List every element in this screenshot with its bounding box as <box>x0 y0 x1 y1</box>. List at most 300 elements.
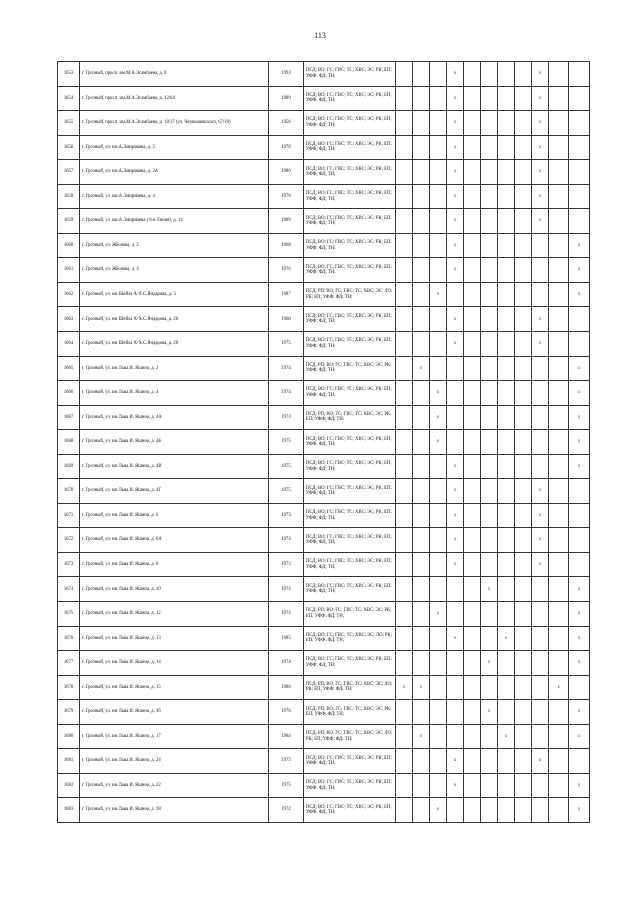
row-number: 1665 <box>58 356 80 381</box>
mark-cell <box>549 135 569 160</box>
mark-cell: x <box>532 479 549 504</box>
mark-cell <box>549 258 569 283</box>
mark-cell: x <box>447 773 464 798</box>
mark-cell <box>396 773 413 798</box>
mark-cell <box>464 552 481 577</box>
mark-cell <box>498 184 515 209</box>
mark-cell <box>498 356 515 381</box>
mark-cell: x <box>430 798 447 823</box>
mark-cell <box>396 430 413 455</box>
mark-cell <box>515 381 532 406</box>
mark-cell <box>515 577 532 602</box>
mark-cell <box>430 724 447 749</box>
mark-cell <box>498 405 515 430</box>
building-systems: ПСД; РП; ВО; ГС; ГВС; ТС; ХВС; ЭС; РК; УФФ; ФД; ТН; <box>304 356 396 381</box>
mark-cell <box>549 626 569 651</box>
row-number: 1666 <box>58 381 80 406</box>
mark-cell: x <box>396 675 413 700</box>
building-systems: ПСД; ВО; ГС; ГВС; ТС; ХВС; ЭС; РК; ЕП; УФФ; ФД; ТН; <box>304 528 396 553</box>
mark-cell <box>481 184 498 209</box>
mark-cell <box>396 111 413 136</box>
mark-cell <box>413 209 430 234</box>
mark-cell <box>447 651 464 676</box>
building-systems: ПСД; РП; ВО; ГС; ГВС; ТС; ХВС; ЭС; РК; ЕП; УФФ; ФД; ТН; <box>304 405 396 430</box>
mark-cell <box>413 773 430 798</box>
mark-cell <box>430 258 447 283</box>
mark-cell <box>396 135 413 160</box>
construction-year: 1975 <box>269 430 304 455</box>
mark-cell <box>430 528 447 553</box>
building-address: г. Грозный, ул. им Льва И. Яшина, д. 6А <box>80 528 269 553</box>
building-address: г. Грозный, ул. им Льва И. Яшина, д. 4 <box>80 381 269 406</box>
building-address: г. Грозный, ул. им Льва И. Яшина, д. 16 <box>80 700 269 725</box>
row-number: 1676 <box>58 626 80 651</box>
building-systems: ПСД; ВО; ГС; ГВС; ТС; ХВС; ЭС; ЛО; РК; ЕП; УФФ; ФД; ТН; <box>304 626 396 651</box>
mark-cell <box>413 258 430 283</box>
building-address: г. Грозный, ул. им.А.Эмирмаева, д. 4 <box>80 184 269 209</box>
mark-cell: x <box>532 749 549 774</box>
mark-cell <box>413 626 430 651</box>
mark-cell <box>498 798 515 823</box>
building-systems: ПСД; ВО; ГС; ГВС; ТС; ХВС; ЭС; РК; ЕП; УФФ; ФД; ТН; <box>304 86 396 111</box>
building-address: г. Грозный, ул. Жбочева, д. 2 <box>80 233 269 258</box>
mark-cell: x <box>447 258 464 283</box>
mark-cell <box>447 798 464 823</box>
table-body <box>58 62 590 823</box>
building-systems: ПСД; ВО; ГС; ГВС; ТС; ХВС; ЭС; РК; ЕП; УФФ; ФД; ТН; <box>304 773 396 798</box>
construction-year: 1975 <box>269 332 304 357</box>
table-row <box>58 332 590 357</box>
mark-cell <box>481 454 498 479</box>
mark-cell: x <box>532 209 549 234</box>
construction-year: 1974 <box>269 356 304 381</box>
mark-cell <box>447 430 464 455</box>
mark-cell <box>464 430 481 455</box>
row-number: 1681 <box>58 749 80 774</box>
mark-cell <box>549 602 569 627</box>
mark-cell <box>481 356 498 381</box>
mark-cell <box>396 626 413 651</box>
mark-cell <box>549 160 569 185</box>
mark-cell <box>549 209 569 234</box>
mark-cell <box>569 479 590 504</box>
mark-cell <box>549 430 569 455</box>
mark-cell <box>532 282 549 307</box>
building-systems: ПСД; ВО; ГС; ГВС; ТС; ХВС; ЭС; РК; ЕП; УФФ; ФД; ТН; <box>304 430 396 455</box>
mark-cell <box>569 528 590 553</box>
mark-cell <box>549 184 569 209</box>
mark-cell <box>481 773 498 798</box>
table-row <box>58 528 590 553</box>
mark-cell <box>498 381 515 406</box>
construction-year: 1973 <box>269 503 304 528</box>
construction-year: 1976 <box>269 258 304 283</box>
building-systems: ПСД; РП; ВО; ГС; ГВС; ТС; ХВС; ЭС; ЛО; РК; ЕП; УФФ; ФД; ТН; <box>304 675 396 700</box>
construction-year: 1974 <box>269 602 304 627</box>
mark-cell: x <box>549 675 569 700</box>
row-number: 1667 <box>58 405 80 430</box>
mark-cell <box>430 749 447 774</box>
table-row <box>58 62 590 87</box>
mark-cell <box>464 62 481 87</box>
mark-cell <box>498 577 515 602</box>
row-number: 1677 <box>58 651 80 676</box>
mark-cell <box>464 258 481 283</box>
table-row <box>58 405 590 430</box>
table-row <box>58 381 590 406</box>
row-number: 1669 <box>58 454 80 479</box>
building-address: г. Грозный, просп. им.М.А.Эсамбаева, д. 12/64 <box>80 86 269 111</box>
construction-year: 1968 <box>269 233 304 258</box>
construction-year: 1987 <box>269 282 304 307</box>
mark-cell: x <box>532 184 549 209</box>
construction-year: 1975 <box>269 479 304 504</box>
mark-cell <box>515 111 532 136</box>
mark-cell <box>498 62 515 87</box>
mark-cell <box>413 798 430 823</box>
table-row <box>58 184 590 209</box>
mark-cell: x <box>447 233 464 258</box>
mark-cell <box>396 86 413 111</box>
table-row <box>58 798 590 823</box>
mark-cell: x <box>447 209 464 234</box>
mark-cell: x <box>532 135 549 160</box>
mark-cell: x <box>569 356 590 381</box>
construction-year: 1974 <box>269 577 304 602</box>
table-row <box>58 602 590 627</box>
table-row <box>58 86 590 111</box>
mark-cell <box>549 528 569 553</box>
construction-year: 1986 <box>269 675 304 700</box>
mark-cell <box>413 528 430 553</box>
mark-cell <box>464 135 481 160</box>
construction-year: 1974 <box>269 528 304 553</box>
mark-cell <box>549 332 569 357</box>
mark-cell <box>430 86 447 111</box>
mark-cell <box>498 86 515 111</box>
construction-year: 1974 <box>269 651 304 676</box>
mark-cell: x <box>532 332 549 357</box>
mark-cell <box>569 332 590 357</box>
mark-cell <box>569 184 590 209</box>
construction-year: 1985 <box>269 626 304 651</box>
mark-cell: x <box>532 503 549 528</box>
mark-cell <box>549 700 569 725</box>
mark-cell <box>515 651 532 676</box>
mark-cell <box>413 479 430 504</box>
mark-cell <box>413 700 430 725</box>
mark-cell: x <box>447 454 464 479</box>
construction-year: 1973 <box>269 749 304 774</box>
construction-year: 1960 <box>269 307 304 332</box>
mark-cell <box>481 479 498 504</box>
mark-cell <box>515 307 532 332</box>
mark-cell: x <box>447 307 464 332</box>
building-systems: ПСД; ВО; ГС; ГВС; ТС; ХВС; ЭС; РК; ЕП; УФФ; ФД; ТН; <box>304 577 396 602</box>
mark-cell: x <box>498 626 515 651</box>
mark-cell <box>569 160 590 185</box>
building-systems: ПСД; ВО; ГС; ГВС; ТС; ХВС; ЭС; РК; ЕП; УФФ; ФД; ТН; <box>304 332 396 357</box>
mark-cell <box>498 307 515 332</box>
mark-cell <box>396 307 413 332</box>
building-address: г. Грозный, ул. им Льва И. Яшина, д. 13 <box>80 626 269 651</box>
table-row <box>58 479 590 504</box>
building-address: г. Грозный, просп. им.М.А.Эсамбаева, д. 18/37 (ул. Чернышевского, 67/18) <box>80 111 269 136</box>
mark-cell <box>430 111 447 136</box>
mark-cell <box>464 528 481 553</box>
mark-cell: x <box>532 552 549 577</box>
building-systems: ПСД; ВО; ГС; ГВС; ТС; ХВС; ЭС; РК; ЕП; УФФ; ФД; ТН; <box>304 552 396 577</box>
row-number: 1659 <box>58 209 80 234</box>
building-systems: ПСД; ВО; ГС; ГВС; ТС; ХВС; ЭС; РК; ЕП; УФФ; ФД; ТН; <box>304 651 396 676</box>
row-number: 1680 <box>58 724 80 749</box>
mark-cell <box>498 479 515 504</box>
mark-cell <box>532 700 549 725</box>
building-systems: ПСД; ВО; ГС; ГВС; ТС; ХВС; ЭС; РК; ЕП; УФФ; ФД; ТН; <box>304 184 396 209</box>
mark-cell: x <box>569 724 590 749</box>
mark-cell <box>481 503 498 528</box>
construction-year: 1974 <box>269 381 304 406</box>
building-address: г. Грозный, ул. им Шейха А-Х.С.Яндарова, д. 28 <box>80 332 269 357</box>
mark-cell <box>515 258 532 283</box>
mark-cell <box>569 307 590 332</box>
table-row <box>58 233 590 258</box>
mark-cell <box>464 86 481 111</box>
construction-year: 1984 <box>269 724 304 749</box>
mark-cell <box>481 209 498 234</box>
table-row <box>58 675 590 700</box>
mark-cell <box>549 798 569 823</box>
table-row <box>58 135 590 160</box>
mark-cell <box>498 773 515 798</box>
mark-cell <box>515 479 532 504</box>
row-number: 1678 <box>58 675 80 700</box>
table-row <box>58 307 590 332</box>
mark-cell <box>498 430 515 455</box>
mark-cell: x <box>447 749 464 774</box>
mark-cell <box>396 62 413 87</box>
mark-cell <box>464 184 481 209</box>
mark-cell <box>481 135 498 160</box>
mark-cell <box>464 307 481 332</box>
mark-cell <box>447 724 464 749</box>
mark-cell <box>532 798 549 823</box>
mark-cell <box>498 111 515 136</box>
mark-cell: x <box>532 111 549 136</box>
table-row <box>58 626 590 651</box>
mark-cell <box>532 381 549 406</box>
construction-year: 1973 <box>269 405 304 430</box>
mark-cell <box>447 282 464 307</box>
building-systems: ПСД; ВО; ГС; ГВС; ТС; ХВС; ЭС; РК; ЕП; УФФ; ФД; ТН; <box>304 798 396 823</box>
mark-cell <box>413 307 430 332</box>
mark-cell: x <box>481 577 498 602</box>
mark-cell <box>569 135 590 160</box>
building-address: г. Грозный, ул. им Льва И. Яшина, д. 4Б <box>80 430 269 455</box>
row-number: 1664 <box>58 332 80 357</box>
building-address: г. Грозный, ул. им Льва И. Яшина, д. 12 <box>80 602 269 627</box>
mark-cell: x <box>532 86 549 111</box>
mark-cell <box>515 209 532 234</box>
row-number: 1670 <box>58 479 80 504</box>
mark-cell <box>430 62 447 87</box>
mark-cell <box>515 602 532 627</box>
row-number: 1682 <box>58 773 80 798</box>
building-address: г. Грозный, ул. им Льва И. Яшина, д. 28 <box>80 798 269 823</box>
mark-cell <box>515 528 532 553</box>
mark-cell <box>413 503 430 528</box>
mark-cell <box>396 724 413 749</box>
mark-cell <box>396 602 413 627</box>
building-address: г. Грозный, ул. Жбочева, д. 4 <box>80 258 269 283</box>
row-number: 1668 <box>58 430 80 455</box>
mark-cell: x <box>447 111 464 136</box>
building-systems: ПСД; ВО; ГС; ГВС; ТС; ХВС; ЭС; РК; ЕП; УФФ; ФД; ТН; <box>304 160 396 185</box>
building-systems: ПСД; РП; ВО; ГС; ГВС; ТС; ХВС; ЭС; ЛО; РК; ЕП; УФФ; ФД; ТН; <box>304 724 396 749</box>
mark-cell <box>569 552 590 577</box>
mark-cell: x <box>447 86 464 111</box>
mark-cell <box>430 773 447 798</box>
mark-cell <box>515 749 532 774</box>
mark-cell: x <box>430 602 447 627</box>
mark-cell <box>515 160 532 185</box>
building-systems: ПСД; ВО; ГС; ГВС; ТС; ХВС; ЭС; РК; ЕП; УФФ; ФД; ТН; <box>304 258 396 283</box>
mark-cell <box>549 577 569 602</box>
mark-cell <box>481 675 498 700</box>
row-number: 1662 <box>58 282 80 307</box>
mark-cell <box>464 602 481 627</box>
row-number: 1672 <box>58 528 80 553</box>
mark-cell <box>464 111 481 136</box>
mark-cell <box>413 405 430 430</box>
row-number: 1660 <box>58 233 80 258</box>
mark-cell <box>515 503 532 528</box>
mark-cell: x <box>447 528 464 553</box>
building-systems: ПСД; ВО; ГС; ГВС; ТС; ХВС; ЭС; РК; ЕП; УФФ; ФД; ТН; <box>304 307 396 332</box>
mark-cell <box>430 184 447 209</box>
mark-cell <box>396 528 413 553</box>
mark-cell <box>515 430 532 455</box>
mark-cell <box>430 626 447 651</box>
mark-cell <box>447 577 464 602</box>
mark-cell <box>532 405 549 430</box>
mark-cell <box>464 700 481 725</box>
building-address: г. Грозный, ул. им Льва И. Яшина, д. 17 <box>80 724 269 749</box>
building-systems: ПСД; РП; ВО; ГС; ГВС; ТС; ХВС; ЭС; РК; ЕП; УФФ; ФД; ТН; <box>304 700 396 725</box>
mark-cell <box>430 135 447 160</box>
mark-cell <box>430 700 447 725</box>
mark-cell <box>515 184 532 209</box>
mark-cell <box>549 282 569 307</box>
building-systems: ПСД; ВО; ГС; ГВС; ТС; ХВС; ЭС; РК; ЕП; УФФ; ФД; ТН; <box>304 209 396 234</box>
building-address: г. Грозный, ул. им Льва И. Яшина, д. 4А <box>80 405 269 430</box>
construction-year: 1978 <box>269 184 304 209</box>
mark-cell <box>549 233 569 258</box>
mark-cell: x <box>413 724 430 749</box>
table-row <box>58 356 590 381</box>
mark-cell <box>430 552 447 577</box>
mark-cell <box>464 209 481 234</box>
mark-cell <box>515 724 532 749</box>
table-row <box>58 282 590 307</box>
row-number: 1679 <box>58 700 80 725</box>
mark-cell <box>464 160 481 185</box>
table-row <box>58 258 590 283</box>
table-row <box>58 700 590 725</box>
mark-cell <box>532 233 549 258</box>
mark-cell <box>464 233 481 258</box>
mark-cell <box>396 405 413 430</box>
construction-year: 1975 <box>269 773 304 798</box>
mark-cell <box>549 503 569 528</box>
mark-cell <box>396 209 413 234</box>
mark-cell <box>481 62 498 87</box>
building-address: г. Грозный, ул. им.А.Эмирмаева, д. 2А <box>80 160 269 185</box>
mark-cell <box>413 552 430 577</box>
row-number: 1657 <box>58 160 80 185</box>
building-systems: ПСД; ВО; ГС; ГВС; ТС; ХВС; ЭС; РК; ЕП; УФФ; ФД; ТН; <box>304 454 396 479</box>
mark-cell <box>498 602 515 627</box>
mark-cell <box>413 577 430 602</box>
mark-cell: x <box>447 184 464 209</box>
mark-cell <box>498 503 515 528</box>
mark-cell <box>498 258 515 283</box>
mark-cell <box>498 651 515 676</box>
mark-cell <box>481 111 498 136</box>
table-row <box>58 773 590 798</box>
building-systems: ПСД; ВО; ГС; ГВС; ТС; ХВС; ЭС; РК; ЕП; УФФ; ФД; ТН; <box>304 62 396 87</box>
mark-cell <box>413 602 430 627</box>
row-number: 1661 <box>58 258 80 283</box>
table-row <box>58 111 590 136</box>
mark-cell <box>569 749 590 774</box>
mark-cell <box>430 209 447 234</box>
construction-year: 1989 <box>269 86 304 111</box>
building-address: г. Грозный, ул. им Шейха А-Х.С.Яндарова, д. 3 <box>80 282 269 307</box>
mark-cell <box>396 160 413 185</box>
mark-cell <box>515 626 532 651</box>
mark-cell <box>464 773 481 798</box>
mark-cell <box>481 233 498 258</box>
mark-cell: x <box>447 160 464 185</box>
building-systems: ПСД; ВО; ГС; ГВС; ТС; ХВС; ЭС; РК; ЕП; УФФ; ФД; ТН; <box>304 381 396 406</box>
mark-cell <box>549 356 569 381</box>
mark-cell <box>413 454 430 479</box>
mark-cell <box>430 454 447 479</box>
mark-cell <box>569 86 590 111</box>
mark-cell <box>498 454 515 479</box>
mark-cell <box>498 749 515 774</box>
mark-cell <box>532 675 549 700</box>
construction-year: 1989 <box>269 209 304 234</box>
mark-cell: x <box>413 675 430 700</box>
mark-cell <box>413 651 430 676</box>
mark-cell <box>464 282 481 307</box>
mark-cell <box>515 773 532 798</box>
building-systems: ПСД; ВО; ГС; ГВС; ТС; ХВС; ЭС; РК; ЕП; УФФ; ФД; ТН; <box>304 111 396 136</box>
mark-cell <box>515 233 532 258</box>
mark-cell <box>396 700 413 725</box>
mark-cell <box>413 430 430 455</box>
mark-cell: x <box>532 62 549 87</box>
mark-cell: x <box>447 479 464 504</box>
table-row <box>58 430 590 455</box>
construction-year: 1978 <box>269 135 304 160</box>
mark-cell <box>498 160 515 185</box>
construction-year: 1975 <box>269 454 304 479</box>
mark-cell <box>464 675 481 700</box>
construction-year: 1993 <box>269 62 304 87</box>
